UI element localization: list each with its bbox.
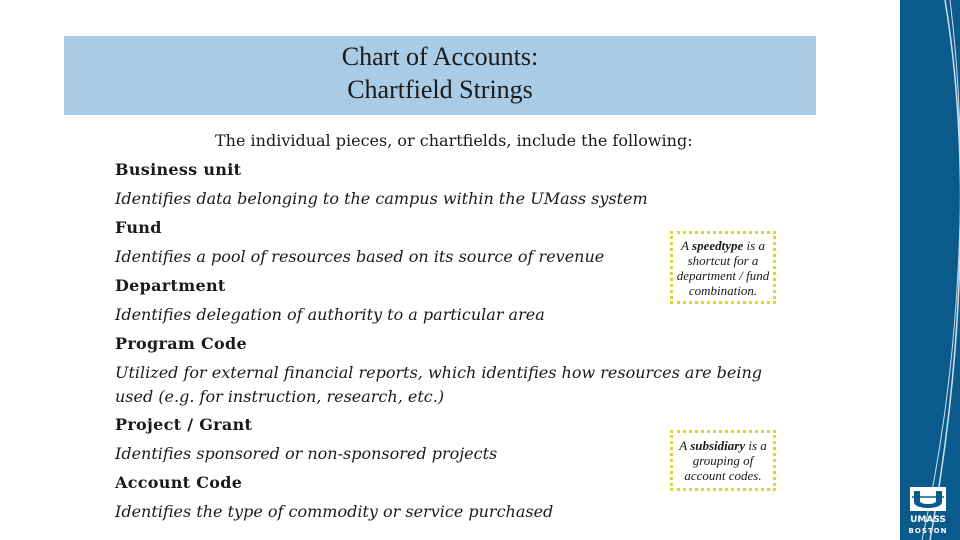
- term-fund: Fund: [115, 218, 162, 237]
- term-project-grant: Project / Grant: [115, 415, 253, 434]
- speedtype-suffix: is a: [743, 238, 765, 253]
- term-account-code: Account Code: [115, 473, 243, 492]
- intro-text: The individual pieces, or chartfields, include the following:: [215, 131, 693, 150]
- speedtype-callout-line-4: combination.: [688, 283, 758, 298]
- umass-logo-icon: [902, 485, 954, 513]
- subsidiary-callout-line-1: [673, 438, 773, 453]
- desc-fund: Identifies a pool of resources based on its source of revenue: [115, 247, 605, 266]
- subsidiary-callout-line-3: account codes.: [684, 468, 762, 483]
- desc-program-code-line-2: used (e.g. for instruction, research, etc.): [115, 387, 445, 406]
- speedtype-prefix: A: [681, 238, 693, 253]
- logo-text-umass: UMASS: [910, 515, 946, 525]
- subsidiary-prefix: A: [679, 438, 691, 453]
- speedtype-callout-line-1: [673, 238, 773, 253]
- desc-project-grant: Identifies sponsored or non-sponsored projects: [115, 444, 498, 463]
- title-line-1: Chart of Accounts:: [341, 42, 539, 71]
- desc-department: Identifies delegation of authority to a particular area: [115, 305, 545, 324]
- desc-program-code-line-1: Utilized for external financial reports, which identifies how resources are being: [115, 363, 763, 382]
- desc-business-unit: Identifies data belonging to the campus within the UMass system: [115, 189, 648, 208]
- term-program-code: Program Code: [115, 334, 247, 353]
- speedtype-callout: [670, 231, 776, 304]
- term-department: Department: [115, 276, 226, 295]
- subsidiary-callout-line-2: grouping of: [692, 453, 754, 468]
- subsidiary-suffix: is a: [745, 438, 767, 453]
- desc-account-code: Identifies the type of commodity or service purchased: [115, 502, 554, 521]
- page-title: [64, 40, 816, 106]
- speedtype-callout-line-3: department / fund: [676, 268, 770, 283]
- speedtype-keyword: speedtype: [692, 238, 744, 253]
- speedtype-callout-line-2: shortcut for a: [687, 253, 759, 268]
- title-line-2: Chartfield Strings: [347, 75, 533, 104]
- subsidiary-callout: [670, 430, 776, 491]
- decorative-curves: [830, 0, 960, 540]
- logo-text-boston: BOSTON: [908, 527, 948, 535]
- term-business-unit: Business unit: [115, 160, 242, 179]
- subsidiary-keyword: subsidiary: [690, 438, 746, 453]
